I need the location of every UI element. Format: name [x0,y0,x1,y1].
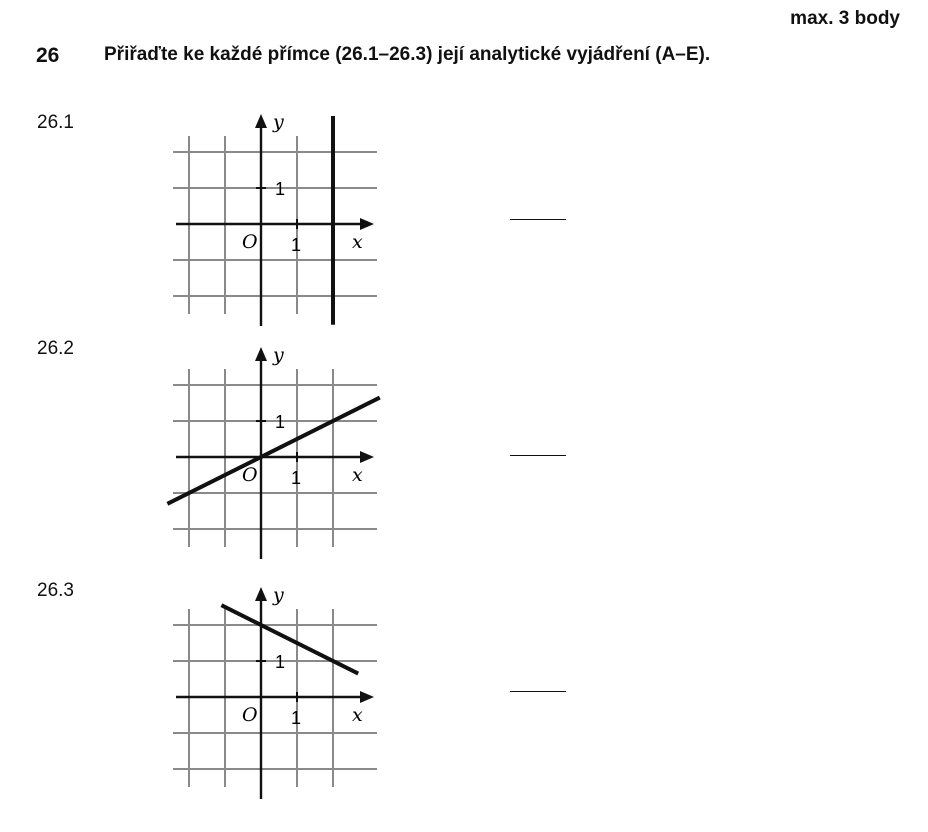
graph-svg-26-3 [150,581,390,803]
origin-label: O [242,704,258,726]
y-axis-arrow [255,114,267,128]
item-label-26-2: 26.2 [37,338,74,359]
x-axis-arrow [360,218,374,230]
unit-x-label: 1 [291,235,302,255]
y-axis-label: y [273,111,284,133]
origin-label: O [242,464,258,486]
item-label-26-1: 26.1 [37,112,74,133]
plotted-line-26-3 [221,605,358,673]
unit-y-label: 1 [275,412,286,432]
task-instruction: Přiřaďte ke každé přímce (26.1–26.3) její analytické vyjádření (A–E). [104,44,711,65]
task-number: 26 [36,44,60,67]
y-axis-arrow [255,347,267,361]
unit-x-label: 1 [291,708,302,728]
graph-svg-26-1 [150,108,390,330]
graph-26-2 [150,341,390,568]
x-axis-label: x [352,464,363,486]
graph-svg-26-2 [150,341,390,563]
points-label: max. 3 body [790,8,900,29]
y-axis-label: y [273,344,284,366]
x-axis-arrow [360,451,374,463]
answer-line-26-1[interactable] [510,219,566,220]
unit-y-label: 1 [275,652,286,672]
unit-y-label: 1 [275,179,286,199]
plotted-line-26-2 [167,398,379,504]
graph-26-1 [150,108,390,335]
answer-line-26-3[interactable] [510,691,566,692]
unit-x-label: 1 [291,468,302,488]
y-axis-arrow [255,587,267,601]
x-axis-label: x [352,704,363,726]
x-axis-arrow [360,691,374,703]
origin-label: O [242,231,258,253]
answer-line-26-2[interactable] [510,455,566,456]
item-label-26-3: 26.3 [37,580,74,601]
graph-26-3 [150,581,390,808]
x-axis-label: x [352,231,363,253]
y-axis-label: y [273,584,284,606]
